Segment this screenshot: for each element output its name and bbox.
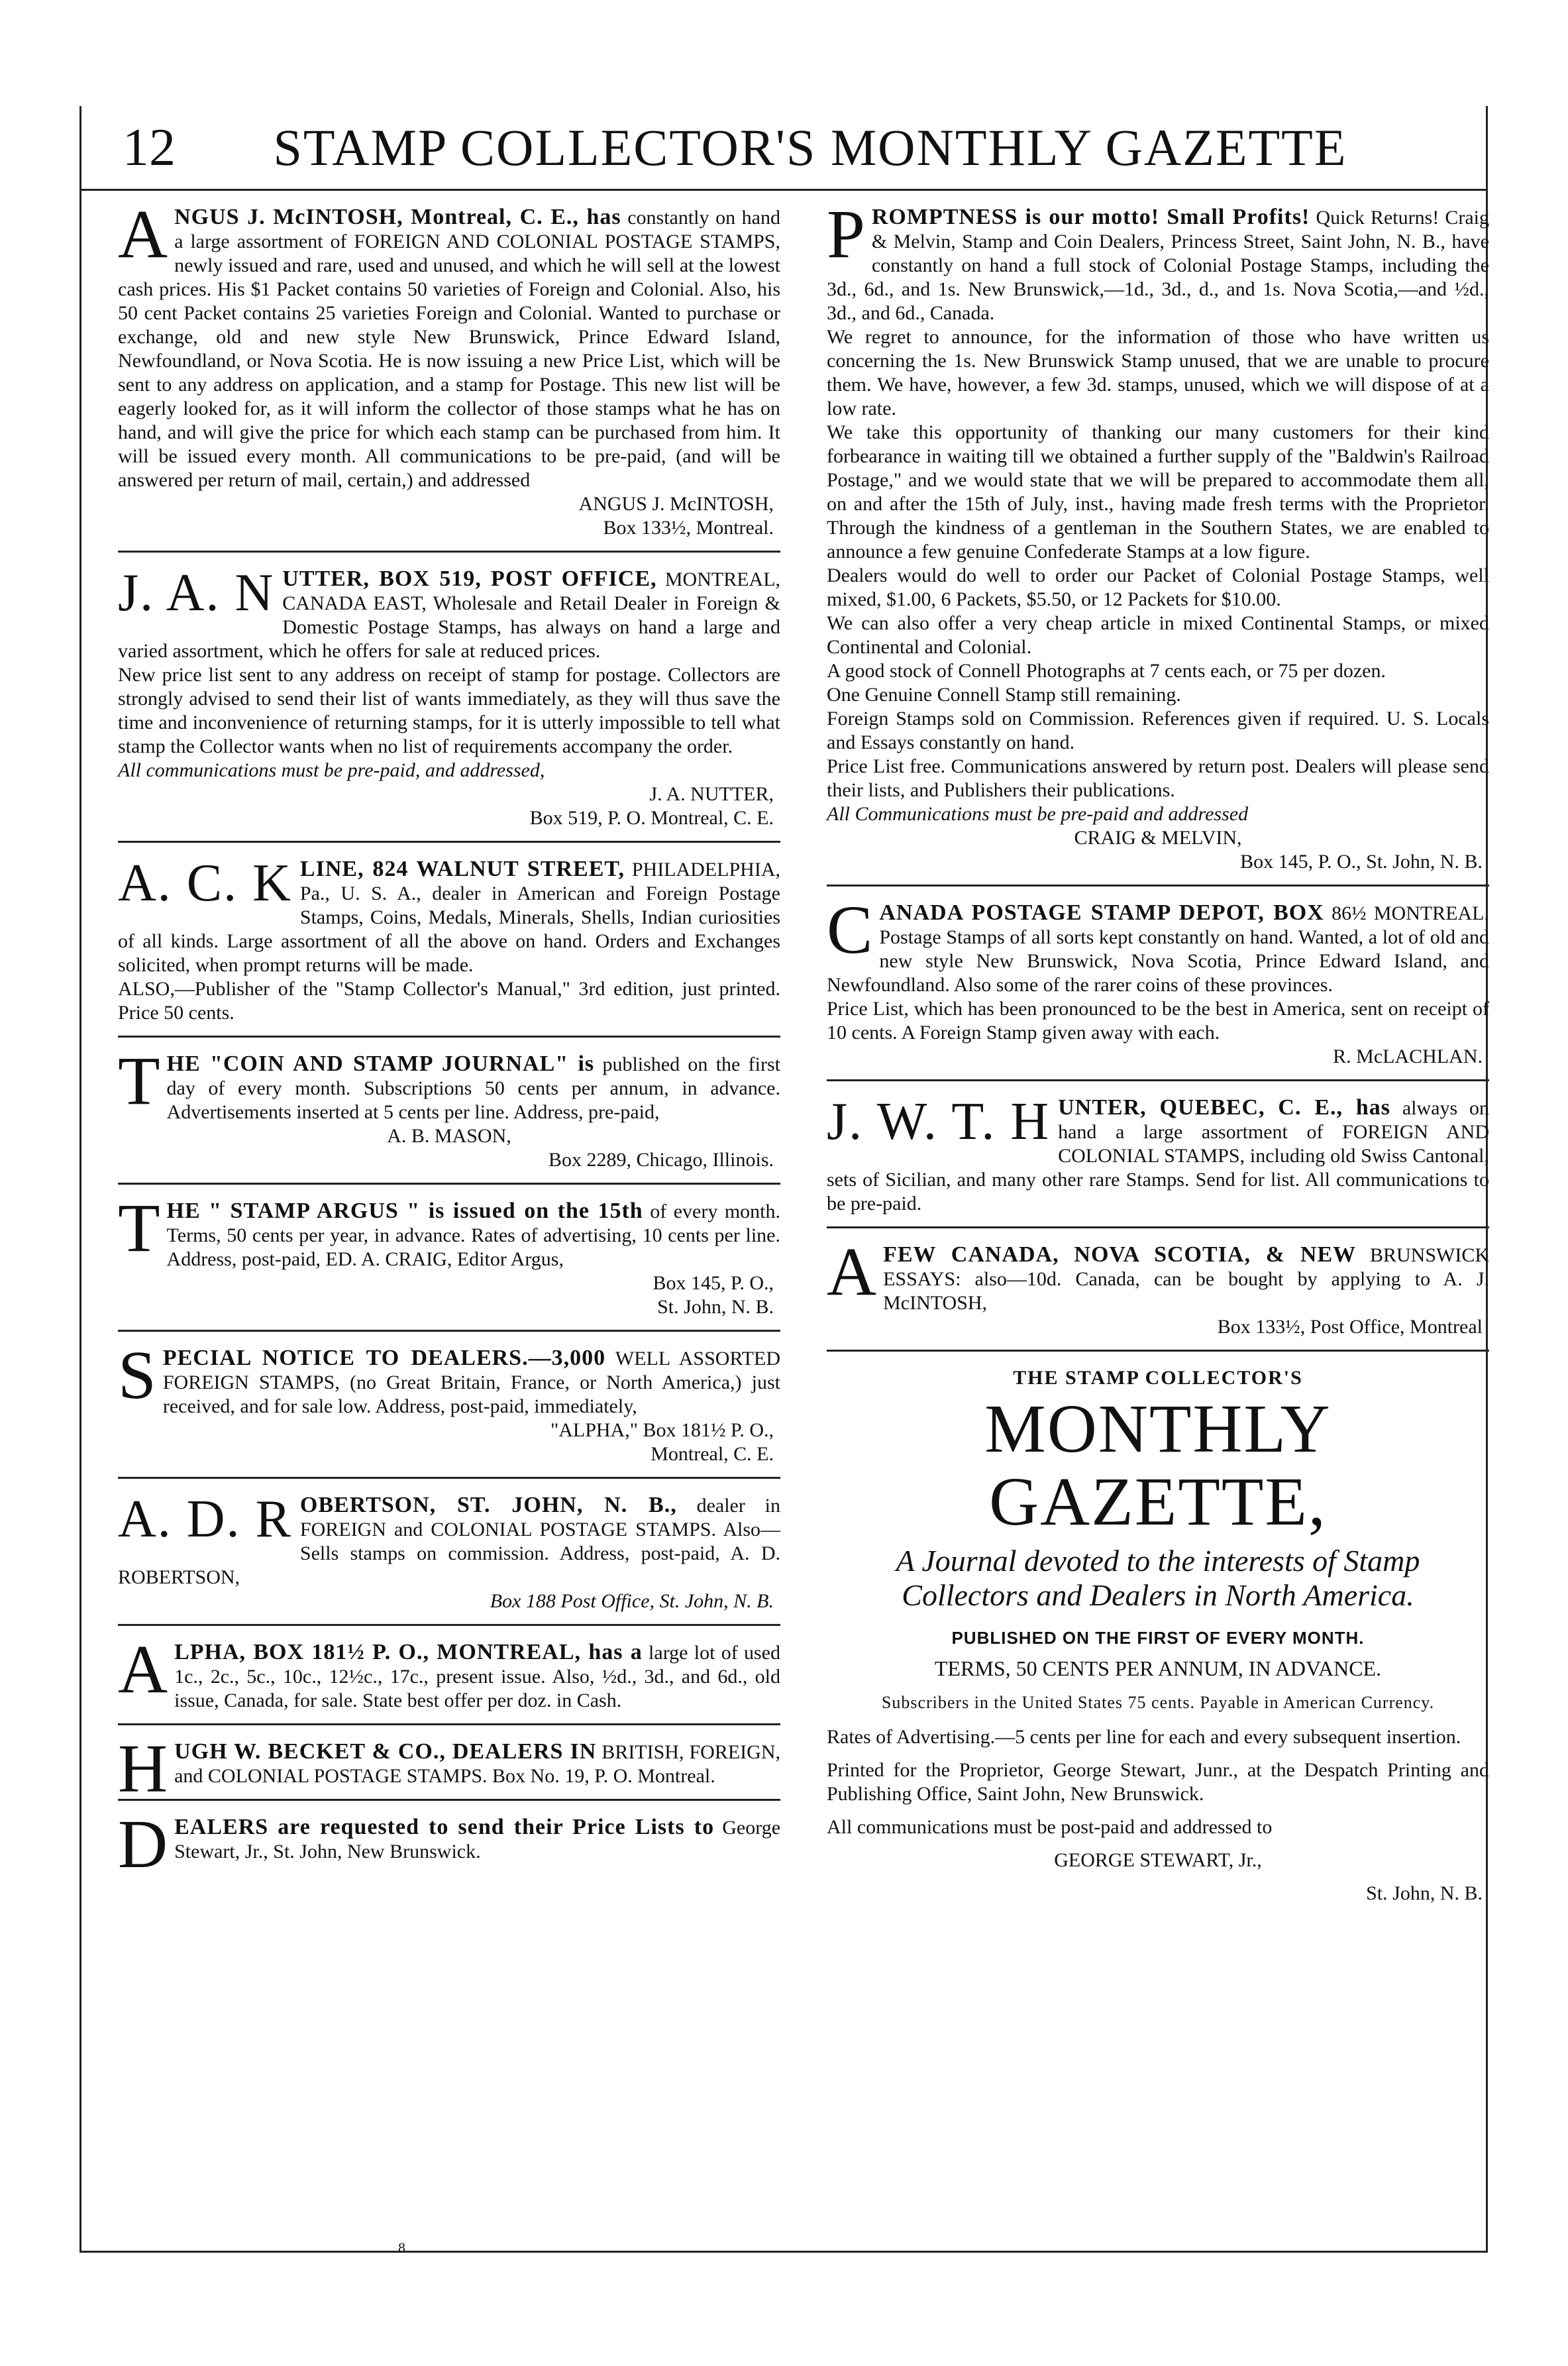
drop-cap: C — [827, 892, 873, 968]
drop-cap: A. C. K — [118, 854, 292, 912]
ad-body: BRITISH, FOREIGN, and COLONIAL POSTAGE STAMPS. Box No. 19, P. O. Montreal. — [174, 1741, 780, 1787]
ad-heading: UGH W. BECKET & CO., DEALERS IN — [174, 1739, 597, 1764]
masthead-subtitle: A Journal devoted to the interests of Stamp Collectors and Dealers in North America. — [896, 1544, 1420, 1612]
ad-signature: J. A. NUTTER, — [649, 783, 774, 805]
ad-coin-journal — [118, 1043, 780, 1185]
masthead-kicker: THE STAMP COLLECTOR'S — [1013, 1367, 1303, 1389]
printer-note: Printed for the Proprietor, George Stewart, Junr., at the Despatch Printing and Publishing Office, Saint John, New Brunswick. — [827, 1759, 1489, 1805]
ad-heading: UNTER, QUEBEC, C. E., has — [1058, 1095, 1390, 1120]
ad-craig-melvin — [827, 196, 1490, 887]
ad-body: always on hand a large assortment of FOREIGN AND COLONIAL STAMPS, including old Swiss Cantonal, sets of Sicilian, and many other rare Stamps. Send for list. All communications to be pre-paid. — [827, 1097, 1489, 1214]
ad-body-2: New price list sent to any address on receipt of stamp for postage. Collectors are strongly advised to send their list of wants immediately, as they will thus save the time and inconvenience of returning stamps, for it is utterly impossible to tell what stamp the Collector wants when no list of requirements accompany the order. — [118, 664, 780, 757]
address-note: All communications must be post-paid and addressed to — [827, 1816, 1273, 1838]
drop-cap: J. W. T. H — [827, 1093, 1051, 1151]
ad-address: St. John, N. B. — [657, 1296, 774, 1318]
ad-canada-depot — [827, 892, 1490, 1081]
ad-essays — [827, 1234, 1489, 1352]
masthead-title: MONTHLY GAZETTE, — [984, 1391, 1332, 1540]
ad-signature: ANGUS J. McINTOSH, — [578, 493, 774, 515]
drop-cap: A — [118, 196, 168, 272]
running-title: STAMP COLLECTOR'S MONTHLY GAZETTE — [273, 119, 1347, 176]
masthead — [827, 1366, 1489, 1925]
page-number: 12 — [123, 119, 176, 177]
ad-address: Montreal, C. E. — [651, 1443, 774, 1465]
ad-heading: FEW CANADA, NOVA SCOTIA, & NEW — [883, 1242, 1357, 1267]
ad-signature: Box 145, P. O., — [653, 1272, 774, 1294]
ad-body: PHILADELPHIA, Pa., U. S. A., dealer in American and Foreign Postage Stamps, Coins, Medals, Minerals, Shells, Indian curiosities of all kinds. Large assortment of all the above on hand. Orders and Exchanges solicited, when prompt returns will be made. — [118, 859, 780, 976]
ad-body: large lot of used 1c., 2c., 5c., 10c., 12½c., 17c., present issue. Also, ½d., 3d., and 6d., old issue, Canada, for sale. State best offer per doz. in Cash. — [174, 1642, 780, 1711]
ad-body-2: ALSO,—Publisher of the "Stamp Collector's Manual," 3rd edition, just printed. Price 50 cents. — [118, 978, 780, 1024]
drop-cap: T — [118, 1043, 160, 1119]
left-column — [118, 196, 781, 1889]
ad-body: MONTREAL, CANADA EAST, Wholesale and Retail Dealer in Foreign & Domestic Postage Stamps, has always on hand a large and varied assortment, which he offers for sale at reduced prices. — [118, 568, 781, 662]
ad-heading: LPHA, BOX 181½ P. O., MONTREAL, has a — [174, 1640, 643, 1664]
ad-body-4: Dealers would do well to order our Packet of Colonial Postage Stamps, well mixed, $1.00, 6 Packets, $5.50, or 12 Packets for $10.00. — [827, 565, 1489, 610]
ad-address: Box 145, P. O., St. John, N. B. — [1240, 851, 1483, 873]
ad-signature: "ALPHA," Box 181½ P. O., — [550, 1419, 774, 1441]
ad-address: Box 519, P. O. Montreal, C. E. — [529, 807, 774, 829]
masthead-address: St. John, N. B. — [1366, 1882, 1483, 1904]
ad-body: constantly on hand a large assortment of FOREIGN AND COLONIAL POSTAGE STAMPS, newly issued and rare, used and unused, and which he will sell at the lowest cash prices. His $1 Packet contains 50 varieties of Foreign and Colonial. Also, his 50 cent Packet contains 25 varieties Foreign and Colonial. Wanted to purchase or exchange, old and new style New Brunswick, Prince Edward Island, Newfoundland, or Nova Scotia. He is now issuing a new Price List, which will be sent to any address on application, and a stamp for Postage. This new list will be eagerly looked for, as it will inform the collector of those stamps what he has on hand, and will give the price for which each stamp can be purchased from him. It will be issued every month. All communications to be pre-paid, (and will be answered per return of mail, certain,) and addressed — [118, 207, 780, 491]
ad-stamp-argus — [118, 1190, 781, 1332]
ad-address: Box 133½, Post Office, Montreal — [1217, 1316, 1483, 1338]
ad-signature: A. B. MASON, — [387, 1125, 511, 1147]
drop-cap: A. D. R — [118, 1490, 292, 1548]
ad-heading: UTTER, BOX 519, POST OFFICE, — [282, 566, 657, 591]
ad-signature: CRAIG & MELVIN, — [1074, 827, 1242, 849]
ad-heading: PECIAL NOTICE TO DEALERS.—3,000 — [162, 1346, 606, 1370]
drop-cap: H — [118, 1731, 168, 1807]
us-subscription-note: Subscribers in the United States 75 cents. Payable in American Currency. — [881, 1693, 1435, 1712]
ad-heading: HE " STAMP ARGUS " is issued on the 15th — [166, 1199, 643, 1223]
subscription-terms: TERMS, 50 CENTS PER ANNUM, IN ADVANCE. — [934, 1656, 1382, 1680]
drop-cap: A — [827, 1234, 877, 1310]
drop-cap: T — [118, 1190, 160, 1266]
ad-dealers-notice — [118, 1806, 781, 1882]
ad-heading: HE "COIN AND STAMP JOURNAL" is — [166, 1051, 595, 1076]
ad-address: Box 188 Post Office, St. John, N. B. — [490, 1590, 774, 1612]
ad-body: published on the first day of every month. Subscriptions 50 cents per annum, in advance. Advertisements inserted at 5 cents per line. Address, pre-paid, — [166, 1053, 780, 1123]
right-column — [827, 196, 1490, 1940]
ad-body: Quick Returns! Craig & Melvin, Stamp and Coin Dealers, Princess Street, Saint John, N. B., have constantly on hand a full stock of Colonial Postage Stamps, including the 3d., 6d., and 1s. New Brunswick,—1d., 3d., d., and 1s. Nova Scotia,—and ½d., 3d., and 6d., Canada. — [827, 207, 1490, 324]
drop-cap: S — [118, 1337, 156, 1413]
ad-heading: EALERS are requested to send their Price Lists to — [174, 1815, 715, 1839]
ad-address: Box 2289, Chicago, Illinois. — [549, 1149, 774, 1171]
ad-body: George Stewart, Jr., St. John, New Brunswick. — [174, 1817, 781, 1862]
drop-cap: A — [118, 1631, 168, 1707]
bottom-rule — [81, 2251, 1486, 2253]
ad-body-6: A good stock of Connell Photographs at 7 cents each, or 75 per dozen. — [827, 660, 1386, 682]
signature-mark: 8 — [398, 2239, 405, 2256]
ad-signature: R. McLACHLAN. — [1333, 1046, 1483, 1067]
ad-alpha — [118, 1631, 780, 1725]
ad-hunter — [827, 1093, 1489, 1228]
ad-mcintosh — [118, 196, 780, 553]
ad-body: WELL ASSORTED FOREIGN STAMPS, (no Great Britain, France, or North America,) just received, and for sale low. Address, post-paid, immediately, — [162, 1348, 780, 1417]
ad-body-9: Price List free. Communications answered by return post. Dealers will please send their lists, and Publishers their publications. — [827, 755, 1489, 801]
masthead-signature: GEORGE STEWART, Jr., — [1054, 1849, 1262, 1871]
ad-body-2: Price List, which has been pronounced to be the best in America, sent on receipt of 10 cents. A Foreign Stamp given away with each. — [827, 998, 1489, 1044]
ad-body: 86½ MONTREAL. Postage Stamps of all sorts kept constantly on hand. Wanted, a lot of old and new style New Brunswick, Nova Scotia, Prince Edward Island, and Newfoundland. Also some of the rarer coins of these provinces. — [827, 902, 1490, 996]
page-header — [81, 106, 1486, 191]
ad-instructions: All communications must be pre-paid, and addressed, — [118, 759, 545, 781]
publication-schedule: PUBLISHED ON THE FIRST OF EVERY MONTH. — [951, 1628, 1365, 1648]
drop-cap: D — [118, 1806, 168, 1882]
ad-heading: OBERTSON, ST. JOHN, N. B., — [299, 1493, 677, 1517]
ad-heading: ROMPTNESS is our motto! Small Profits! — [871, 205, 1310, 229]
ad-body: BRUNSWICK ESSAYS: also—10d. Canada, can be bought by applying to A. J. McINTOSH, — [883, 1244, 1489, 1314]
ad-heading: NGUS J. McINTOSH, Montreal, C. E., has — [174, 205, 621, 229]
ad-body-2: We regret to announce, for the information of those who have written us concerning the 1s. New Brunswick Stamp unused, that we are unable to procure them. We have, however, a few 3d. stamps, unused, which we will dispose of at a low rate. — [827, 326, 1489, 419]
advertising-rates: Rates of Advertising.—5 cents per line for each and every subsequent insertion. — [827, 1726, 1461, 1748]
ad-special-notice — [118, 1337, 780, 1479]
ad-body-5: We can also offer a very cheap article in mixed Continental Stamps, or mixed Continental and Colonial. — [827, 612, 1489, 658]
ad-body-3: We take this opportunity of thanking our many customers for their kind forbearance in waiting till we obtained a further supply of the "Baldwin's Railroad Postage," and we would state that we will be prepared to accommodate them all, on and after the 15th of July, inst., having made fresh terms with the Proprietor. Through the kindness of a gentleman in the Southern States, we are enabled to announce a few genuine Confederate Stamps at a low figure. — [827, 421, 1489, 563]
ad-body-8: Foreign Stamps sold on Commission. References given if required. U. S. Locals and Essays constantly on hand. — [827, 708, 1489, 753]
ad-body-7: One Genuine Connell Stamp still remaining. — [827, 684, 1181, 706]
ad-becket — [118, 1731, 780, 1807]
ad-robertson — [118, 1490, 780, 1626]
ad-heading: ANADA POSTAGE STAMP DEPOT, BOX — [879, 900, 1324, 925]
drop-cap: J. A. N — [118, 564, 275, 622]
ad-address: Box 133½, Montreal. — [603, 517, 774, 539]
ad-instructions: All Communications must be pre-paid and addressed — [827, 803, 1249, 825]
gazette-page — [79, 106, 1490, 2256]
ad-nutter — [118, 564, 781, 843]
ad-kline — [118, 854, 780, 1038]
ad-body: dealer in FOREIGN and COLONIAL POSTAGE STAMPS. Also—Sells stamps on commission. Address, post-paid, A. D. ROBERTSON, — [118, 1495, 780, 1588]
drop-cap: P — [827, 196, 865, 272]
ad-heading: LINE, 824 WALNUT STREET, — [299, 857, 625, 881]
ad-body: of every month. Terms, 50 cents per year, in advance. Rates of advertising, 10 cents per line. Address, post-paid, ED. A. CRAIG, Editor Argus, — [166, 1201, 781, 1270]
